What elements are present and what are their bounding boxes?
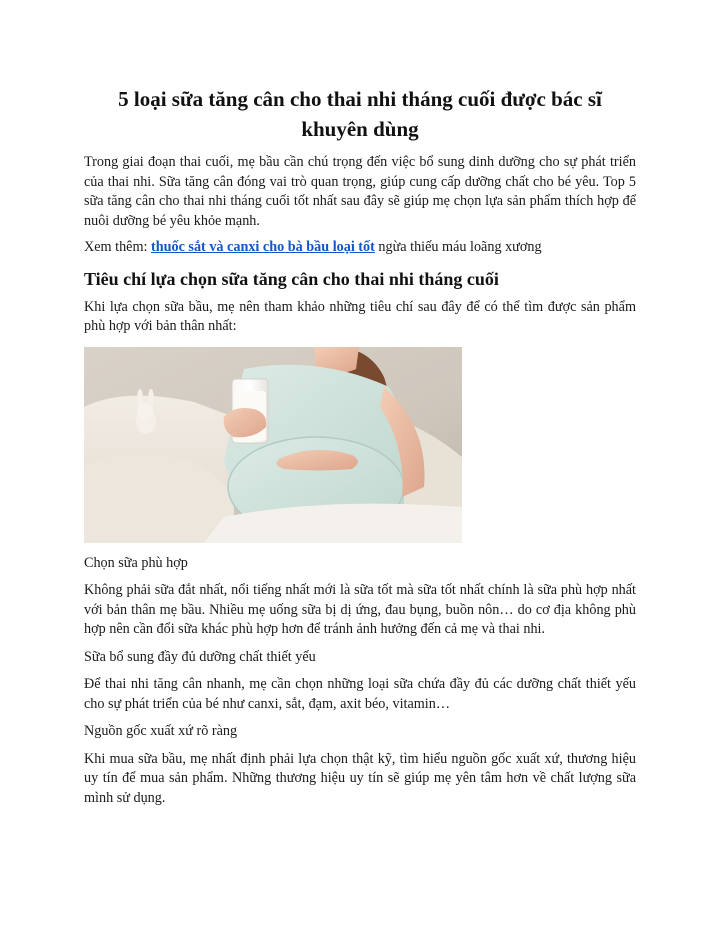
criterion-heading: Nguồn gốc xuất xứ rõ ràng: [84, 723, 238, 739]
criterion-text: Không phải sữa đắt nhất, nổi tiếng nhất mới là sữa tốt mà sữa tốt nhất chính là sữa phù hợp nhất với bản thân mẹ bầu. Nhiều mẹ uống sữa bị dị ứng, đau bụng, buồn nôn… do cơ địa không phù hợp nên cần đổi sữa khác phù hợp hơn để tránh ảnh hưởng đến cả mẹ và thai nhi.: [84, 582, 636, 637]
intro-paragraph: Trong giai đoạn thai cuối, mẹ bầu cần chú trọng đến việc bổ sung dinh dưỡng cho sự phát triển của thai nhi. Sữa tăng cân đóng vai trò quan trọng, giúp cung cấp dưỡng chất cho bé yêu. Top 5 sữa tăng cân cho thai nhi tháng cuối tốt nhất sau đây sẽ giúp mẹ chọn lựa sản phẩm thích hợp để nuôi dưỡng bé yêu khỏe mạnh.: [84, 154, 636, 229]
criterion-text: Khi mua sữa bầu, mẹ nhất định phải lựa chọn thật kỹ, tìm hiểu nguồn gốc xuất xứ, thương hiệu uy tín để mua sản phẩm. Những thương hiệu uy tín sẽ giúp mẹ yên tâm hơn về chất lượng sữa mình sử dụng.: [84, 750, 636, 806]
criterion-text: Để thai nhi tăng cân nhanh, mẹ cần chọn những loại sữa chứa đầy đủ các dưỡng chất thiết yếu cho sự phát triển của bé như canxi, sắt, đạm, axit béo, vitamin…: [84, 676, 636, 712]
article-title: 5 loại sữa tăng cân cho thai nhi tháng cuối được bác sĩ khuyên dùng: [118, 87, 602, 141]
pregnant-woman-milk-photo: [84, 347, 462, 543]
section-heading: Tiêu chí lựa chọn sữa tăng cân cho thai nhi tháng cuối: [84, 268, 499, 289]
see-also-line: [84, 238, 636, 258]
section-intro: Khi lựa chọn sữa bầu, mẹ nên tham khảo những tiêu chí sau đây để có thể tìm được sản phẩm phù hợp với bản thân nhất:: [84, 298, 636, 334]
see-also-link[interactable]: thuốc sắt và canxi cho bà bầu loại tốt: [150, 239, 375, 255]
criterion-heading: Chọn sữa phù hợp: [84, 554, 188, 571]
see-also-suffix: ngừa thiếu máu loãng xương: [374, 239, 542, 255]
article: [84, 84, 636, 808]
see-also-prefix: Xem thêm:: [84, 239, 151, 255]
criterion-heading: Sữa bổ sung đầy đủ dưỡng chất thiết yếu: [84, 648, 316, 665]
